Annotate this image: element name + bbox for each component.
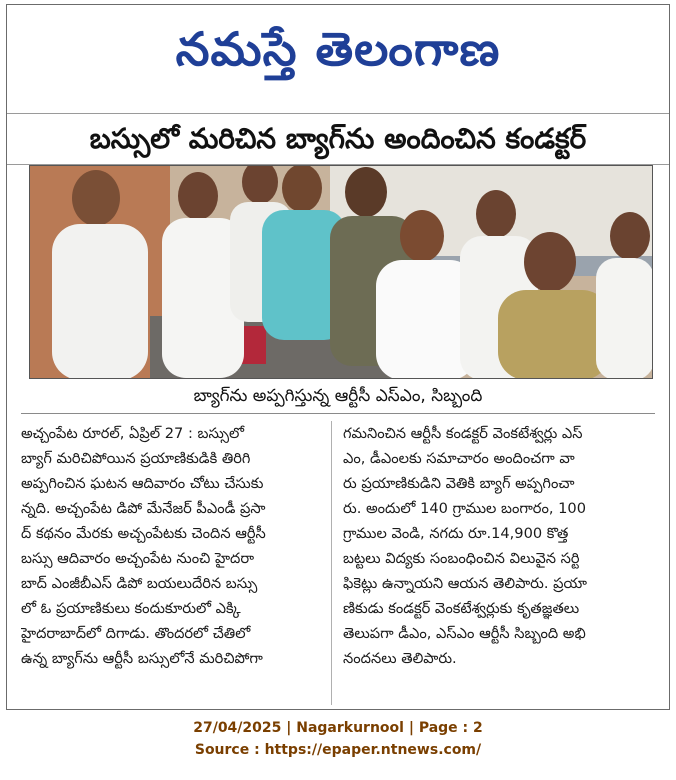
article-line: న్నది. అచ్చంపేట డిపో మేనేజర్‌ పీఎండీ ప్రసా <box>21 500 266 517</box>
article-column-left <box>21 421 319 705</box>
article-line: ద్‌ కథనం మేరకు అచ్చంపేటకు చెందిన ఆర్టీసీ <box>21 525 266 542</box>
masthead-title: నమస్తే తెలంగాణ <box>175 22 501 76</box>
article-column-right <box>343 421 655 705</box>
article-line: లో ఓ ప్రయాణికులు కందుకూరులో ఎక్కి <box>21 600 241 617</box>
article-line: తెలుపగా డీఎం, ఎస్ఎం ఆర్టీసీ సిబ్బంది అభి <box>343 625 586 642</box>
article-line: ఉన్న బ్యాగ్‌ను ఆర్టీసీ బస్సులోనే మరిచిపోగా <box>21 650 263 667</box>
article-line: బట్టలు విద్యకు సంబంధించిన విలువైన సర్టి <box>343 550 580 567</box>
article-line: బాద్‌ ఎంజీబీఎస్‌ డిపో బయలుదేరిన బస్సు <box>21 575 258 592</box>
article-line: గమనించిన ఆర్టీసీ కండక్టర్‌ వెంకటేశ్వర్లు ఎస్‌ <box>343 425 583 442</box>
article-line: హైదరాబాద్‌లో దిగాడు. తొందరలో చేతిలో <box>21 625 251 642</box>
article-line: రు ప్రయాణికుడిని వెతికి బ్యాగ్‌ అప్పగించా <box>343 475 575 492</box>
column-divider <box>331 421 332 705</box>
headline-band <box>7 113 669 165</box>
newspaper-clipping <box>6 4 670 710</box>
article-line: అచ్చంపేట రూరల్‌, ఏప్రిల్‌ 27 : బస్సులో <box>21 425 245 442</box>
article-line: ఎం, డీఎంలకు సమాచారం అందించగా వా <box>343 450 575 467</box>
article-line: గ్రాముల వెండి, నగదు రూ.14,900 కొత్త <box>343 525 569 542</box>
footer-source-link[interactable]: Source : https://epaper.ntnews.com/ <box>194 742 482 758</box>
article-line: బ్యాగ్‌ మరిచిపోయిన ప్రయాణికుడికి తిరిగి <box>21 450 251 467</box>
article-line: బస్సు ఆదివారం అచ్చంపేట నుంచి హైదరా <box>21 550 254 567</box>
article-line: ణికుడు కండక్టర్‌ వెంకటేశ్వర్లుకు కృతజ్ఞతలు <box>343 600 580 617</box>
article-line: ఫికెట్లు ఉన్నాయని ఆయన తెలిపారు. ప్రయా <box>343 575 587 592</box>
article-line: నందనలు తెలిపారు. <box>343 650 457 667</box>
article-headline: బస్సులో మరిచిన బ్యాగ్‌ను అందించిన కండక్టర్ <box>89 122 587 155</box>
caption-divider <box>21 413 655 414</box>
footer-date-edition: 27/04/2025 | Nagarkurnool | Page : 2 <box>193 720 483 736</box>
article-line: రు. అందులో 140 గ్రాముల బంగారం, 100 <box>343 500 586 517</box>
article-photo <box>29 165 653 379</box>
article-line: అప్పగించిన ఘటన ఆదివారం చోటు చేసుకు <box>21 475 264 492</box>
photo-illustration <box>30 166 653 379</box>
photo-caption: బ్యాగ్‌ను అప్పగిస్తున్న ఆర్టీసీ ఎస్ఎం, సిబ్బంది <box>193 386 483 406</box>
